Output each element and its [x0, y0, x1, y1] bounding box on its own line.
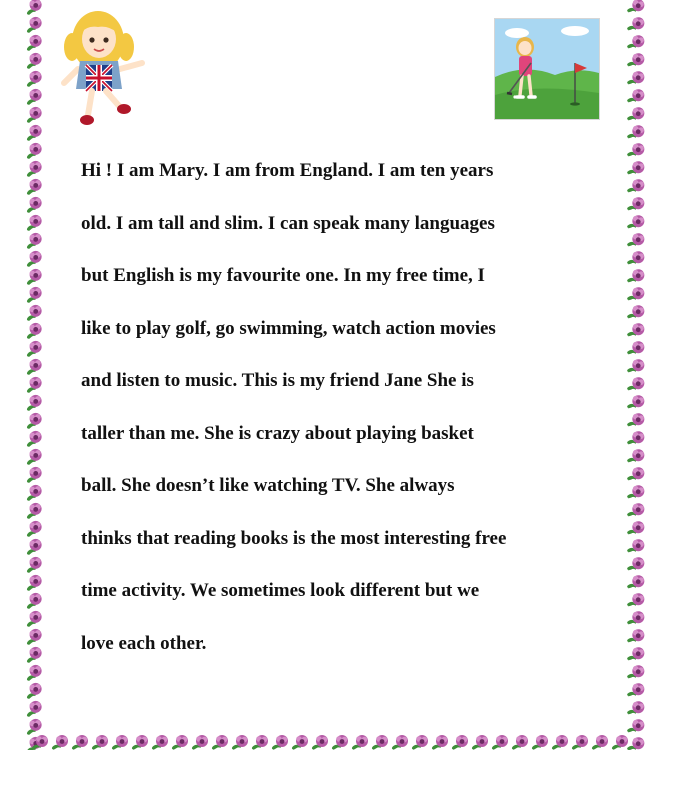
rose-flower-icon: [350, 732, 372, 754]
story-line: but English is my favourite one. In my free time, I: [81, 265, 485, 286]
story-line: and listen to music. This is my friend Jane She is: [81, 370, 474, 391]
rose-flower-icon: [210, 732, 232, 754]
rose-flower-icon: [570, 732, 592, 754]
story-paragraph: [81, 158, 611, 683]
rose-flower-icon: [390, 732, 412, 754]
story-line: ball. She doesn’t like watching TV. She always: [81, 475, 455, 496]
rose-flower-icon: [530, 732, 552, 754]
story-line: old. I am tall and slim. I can speak many languages: [81, 212, 495, 234]
story-line: thinks that reading books is the most interesting free: [81, 527, 507, 549]
rose-flower-icon: [610, 732, 630, 754]
rose-flower-icon: [590, 732, 612, 754]
rose-flower-icon: [410, 732, 432, 754]
story-line: taller than me. She is crazy about playing basket: [81, 422, 474, 444]
rose-flower-icon: [170, 732, 192, 754]
story-line: time activity. We sometimes look different but we: [81, 580, 480, 601]
rose-flower-icon: [90, 732, 112, 754]
rose-flower-icon: [510, 732, 532, 754]
rose-flower-icon: [370, 732, 392, 754]
rose-flower-icon: [250, 732, 272, 754]
floral-border-left: [22, 0, 52, 750]
rose-flower-icon: [130, 732, 152, 754]
rose-flower-icon: [190, 732, 212, 754]
rose-flower-icon: [290, 732, 312, 754]
floral-border-bottom: [30, 727, 630, 759]
rose-flower-icon: [30, 732, 52, 754]
rose-flower-icon: [270, 732, 292, 754]
rose-flower-icon: [470, 732, 492, 754]
rose-flower-icon: [50, 732, 72, 754]
rose-flower-icon: [150, 732, 172, 754]
story-line: Hi ! I am Mary. I am from England. I am ten years: [81, 160, 494, 181]
rose-flower-icon: [550, 732, 572, 754]
story-line: like to play golf, go swimming, watch action movies: [81, 317, 496, 339]
rose-flower-icon: [230, 732, 252, 754]
rose-flower-icon: [430, 732, 452, 754]
girl-playing-golf-illustration: [494, 18, 600, 120]
rose-flower-icon: [110, 732, 132, 754]
rose-flower-icon: [310, 732, 332, 754]
rose-flower-icon: [330, 732, 352, 754]
rose-flower-icon: [70, 732, 92, 754]
rose-flower-icon: [490, 732, 512, 754]
floral-border-right: [622, 0, 652, 750]
rose-flower-icon: [450, 732, 472, 754]
story-line: love each other.: [81, 632, 207, 654]
girl-union-jack-illustration: [58, 3, 150, 131]
